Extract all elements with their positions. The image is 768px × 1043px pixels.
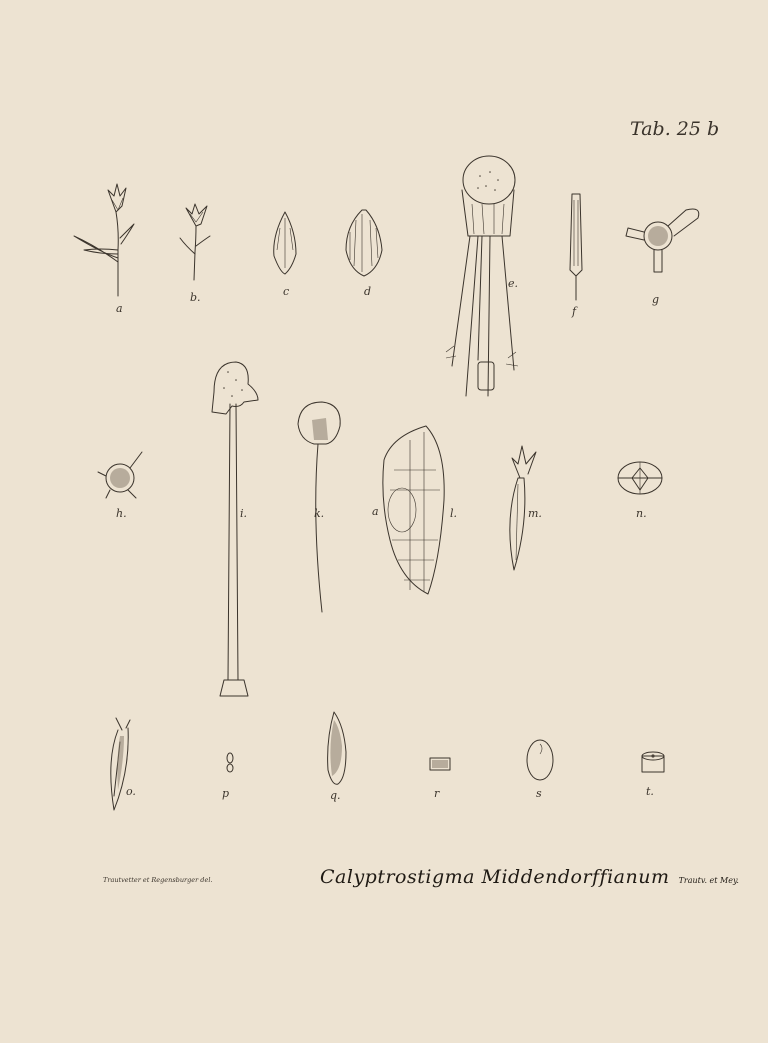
label-p: p — [222, 787, 230, 800]
plate-number: Tab. 25 b — [630, 118, 720, 140]
label-d: d — [364, 285, 372, 298]
figure-h-pollen — [98, 452, 142, 498]
species-name: Calyptrostigma Middendorffianum — [320, 866, 670, 888]
label-t: t. — [646, 785, 654, 798]
label-o: o. — [126, 785, 136, 798]
figure-n-cross-section — [618, 462, 662, 494]
figure-p-seed — [227, 753, 233, 772]
label-m: m. — [528, 507, 542, 520]
figure-d-corolla — [346, 210, 382, 276]
figure-b-flower — [180, 204, 210, 280]
figure-l-ovary-section — [383, 426, 444, 594]
figure-s-embryo — [527, 740, 553, 780]
figure-g-pollen — [626, 209, 699, 272]
figure-a-sprig — [74, 184, 134, 296]
species-authority: Trautv. et Mey. — [678, 876, 739, 885]
figure-i-pistil — [212, 362, 258, 696]
label-c: c — [283, 285, 290, 298]
figure-q-seed-enlarged — [328, 712, 346, 784]
label-k: k. — [314, 507, 325, 520]
label-s: s — [536, 787, 542, 800]
label-f: f — [572, 305, 577, 318]
label-l: l. — [450, 507, 458, 520]
figure-c-bract — [274, 212, 296, 274]
label-n: n. — [636, 507, 647, 520]
label-b: b. — [190, 291, 201, 304]
figure-r-seed-fragment — [430, 758, 450, 770]
plate-title — [320, 866, 739, 888]
delineator-credit: Trautvetter et Regensburger del. — [103, 876, 213, 884]
figure-e-dissected-flower — [446, 156, 518, 396]
figure-t-seed-coat — [642, 752, 664, 772]
label-a: a — [116, 302, 123, 315]
label-r: r — [434, 787, 440, 800]
label-q: q. — [330, 789, 341, 802]
label-e: e. — [508, 277, 519, 290]
label-l-sub: a — [372, 505, 379, 518]
label-i: i. — [240, 507, 248, 520]
figure-f-stamen — [570, 194, 582, 300]
label-g: g — [652, 293, 660, 306]
label-h: h. — [116, 507, 127, 520]
